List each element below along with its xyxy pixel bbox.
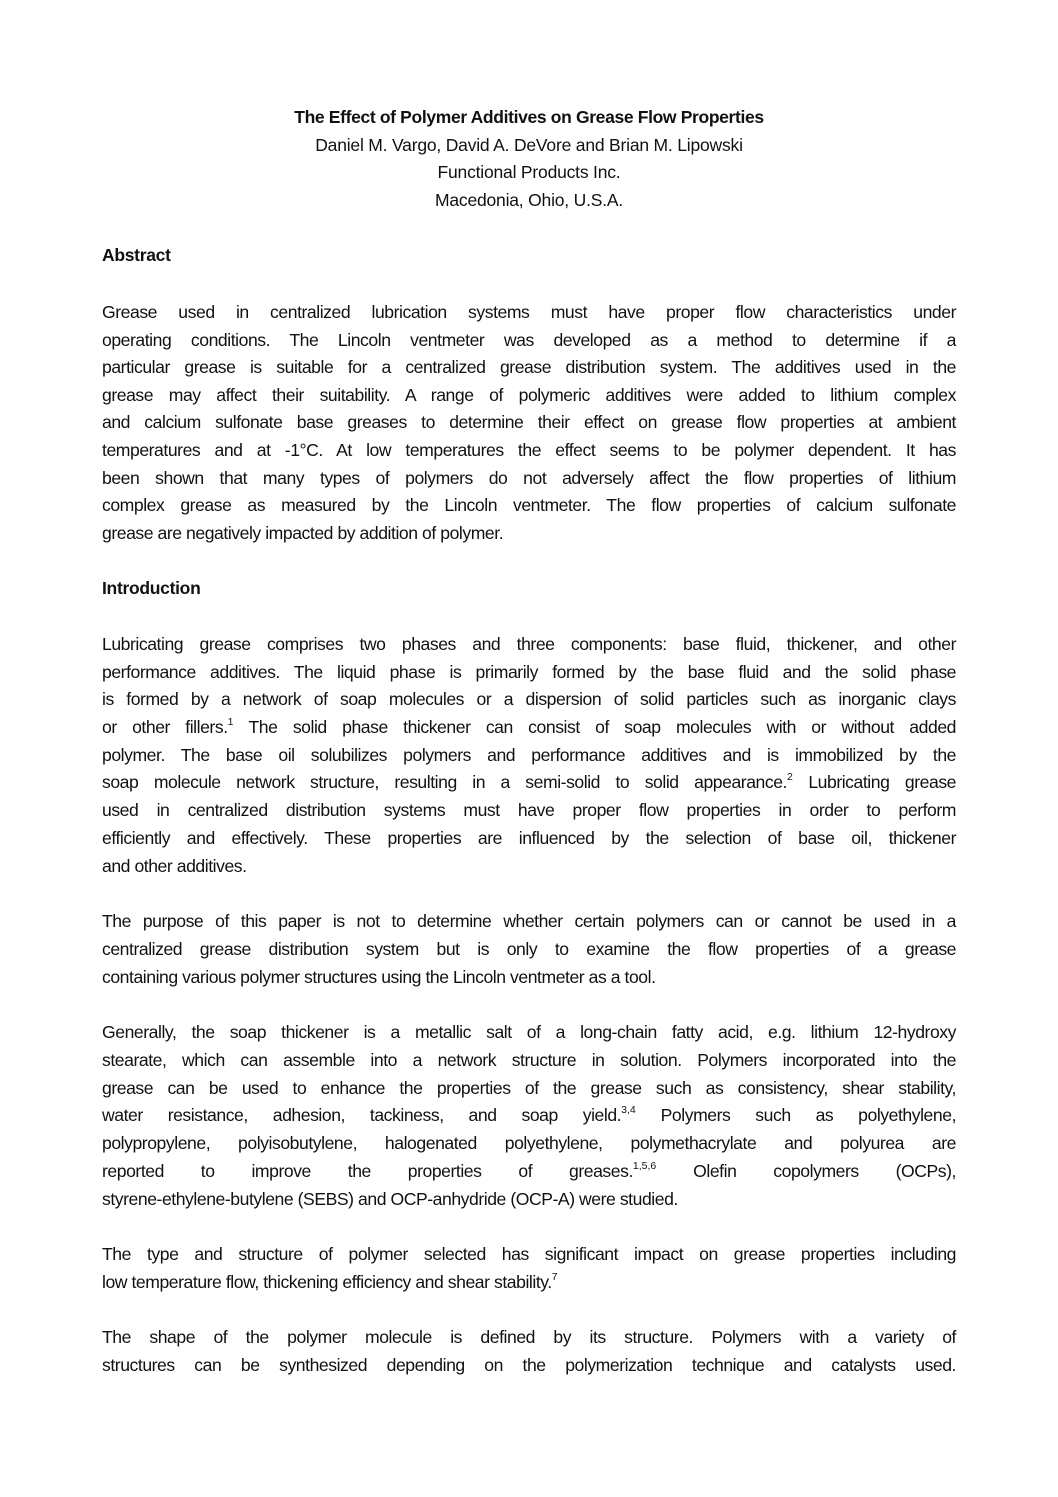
- paper-title: The Effect of Polymer Additives on Grease Flow Properties: [294, 107, 764, 127]
- body-line: [102, 717, 956, 737]
- body-line: Generally, the soap thickener is a metallic salt of a long-chain fatty acid, e.g. lithium 12-hydroxy: [102, 1022, 956, 1042]
- text-segment: The solid phase thickener can consist of soap molecules with or without added: [233, 717, 956, 737]
- body-line: centralized grease distribution system but is only to examine the flow properties of a grease: [102, 939, 956, 959]
- body-line: containing various polymer structures using the Lincoln ventmeter as a tool.: [102, 967, 656, 987]
- body-line: [102, 1161, 956, 1181]
- abstract-line: operating conditions. The Lincoln ventmeter was developed as a method to determine if a: [102, 330, 956, 350]
- paper-location: Macedonia, Ohio, U.S.A.: [435, 190, 623, 210]
- body-line: The shape of the polymer molecule is defined by its structure. Polymers with a variety of: [102, 1327, 956, 1347]
- body-line: polymer. The base oil solubilizes polymers and performance additives and is immobilized by the: [102, 745, 956, 765]
- body-line: used in centralized distribution systems must have proper flow properties in order to perform: [102, 800, 956, 820]
- body-line: performance additives. The liquid phase is primarily formed by the base fluid and the solid phase: [102, 662, 956, 682]
- citation-ref: 7: [551, 1271, 558, 1284]
- text-segment: Olefin copolymers (OCPs),: [656, 1161, 956, 1181]
- abstract-line: complex grease as measured by the Lincoln ventmeter. The flow properties of calcium sulfonate: [102, 495, 956, 515]
- abstract-line: temperatures and at -1°C. At low temperatures the effect seems to be polymer dependent. It has: [102, 440, 956, 460]
- body-line: [102, 772, 956, 792]
- abstract-line: and calcium sulfonate base greases to determine their effect on grease flow properties at ambient: [102, 412, 956, 432]
- body-line: The purpose of this paper is not to determine whether certain polymers can or cannot be used in a: [102, 911, 956, 931]
- body-line: structures can be synthesized depending on the polymerization technique and catalysts used.: [102, 1355, 956, 1375]
- citation-ref: 2: [787, 771, 793, 784]
- text-segment: soap molecule network structure, resulting in a semi-solid to solid appearance.: [102, 772, 787, 792]
- abstract-heading: Abstract: [102, 245, 171, 265]
- body-line: [102, 1105, 956, 1125]
- text-segment: Lubricating grease: [792, 772, 956, 792]
- abstract-line: grease may affect their suitability. A range of polymeric additives were added to lithium complex: [102, 385, 956, 405]
- abstract-line: grease are negatively impacted by addition of polymer.: [102, 523, 504, 543]
- abstract-line: been shown that many types of polymers do not adversely affect the flow properties of lithium: [102, 468, 956, 488]
- paper-affiliation: Functional Products Inc.: [437, 162, 621, 182]
- text-segment: Polymers such as polyethylene,: [635, 1105, 957, 1125]
- body-line: polypropylene, polyisobutylene, halogenated polyethylene, polymethacrylate and polyurea are: [102, 1133, 956, 1153]
- text-segment: low temperature flow, thickening efficiency and shear stability.: [102, 1272, 552, 1292]
- citation-ref: 3,4: [621, 1104, 636, 1117]
- body-line: efficiently and effectively. These properties are influenced by the selection of base oil, thickener: [102, 828, 956, 848]
- body-line: is formed by a network of soap molecules or a dispersion of solid particles such as inorganic clays: [102, 689, 956, 709]
- abstract-line: particular grease is suitable for a centralized grease distribution system. The additives used in the: [102, 357, 956, 377]
- text-segment: or other fillers.: [102, 717, 228, 737]
- citation-ref: 1: [227, 716, 234, 729]
- paper-authors: Daniel M. Vargo, David A. DeVore and Brian M. Lipowski: [315, 135, 743, 155]
- text-segment: reported to improve the properties of greases.: [102, 1161, 633, 1181]
- abstract-line: Grease used in centralized lubrication systems must have proper flow characteristics under: [102, 302, 956, 322]
- body-line: stearate, which can assemble into a network structure in solution. Polymers incorporated into the: [102, 1050, 956, 1070]
- body-line: The type and structure of polymer selected has significant impact on grease properties including: [102, 1244, 956, 1264]
- body-line: Lubricating grease comprises two phases and three components: base fluid, thickener, and other: [102, 634, 956, 654]
- citation-ref: 1,5,6: [632, 1160, 657, 1173]
- introduction-heading: Introduction: [102, 578, 201, 598]
- body-line: styrene-ethylene-butylene (SEBS) and OCP-anhydride (OCP-A) were studied.: [102, 1189, 678, 1209]
- body-line: and other additives.: [102, 856, 247, 876]
- body-line: grease can be used to enhance the properties of the grease such as consistency, shear stability,: [102, 1078, 956, 1098]
- body-line: [102, 1272, 956, 1292]
- text-segment: water resistance, adhesion, tackiness, and soap yield.: [102, 1105, 622, 1125]
